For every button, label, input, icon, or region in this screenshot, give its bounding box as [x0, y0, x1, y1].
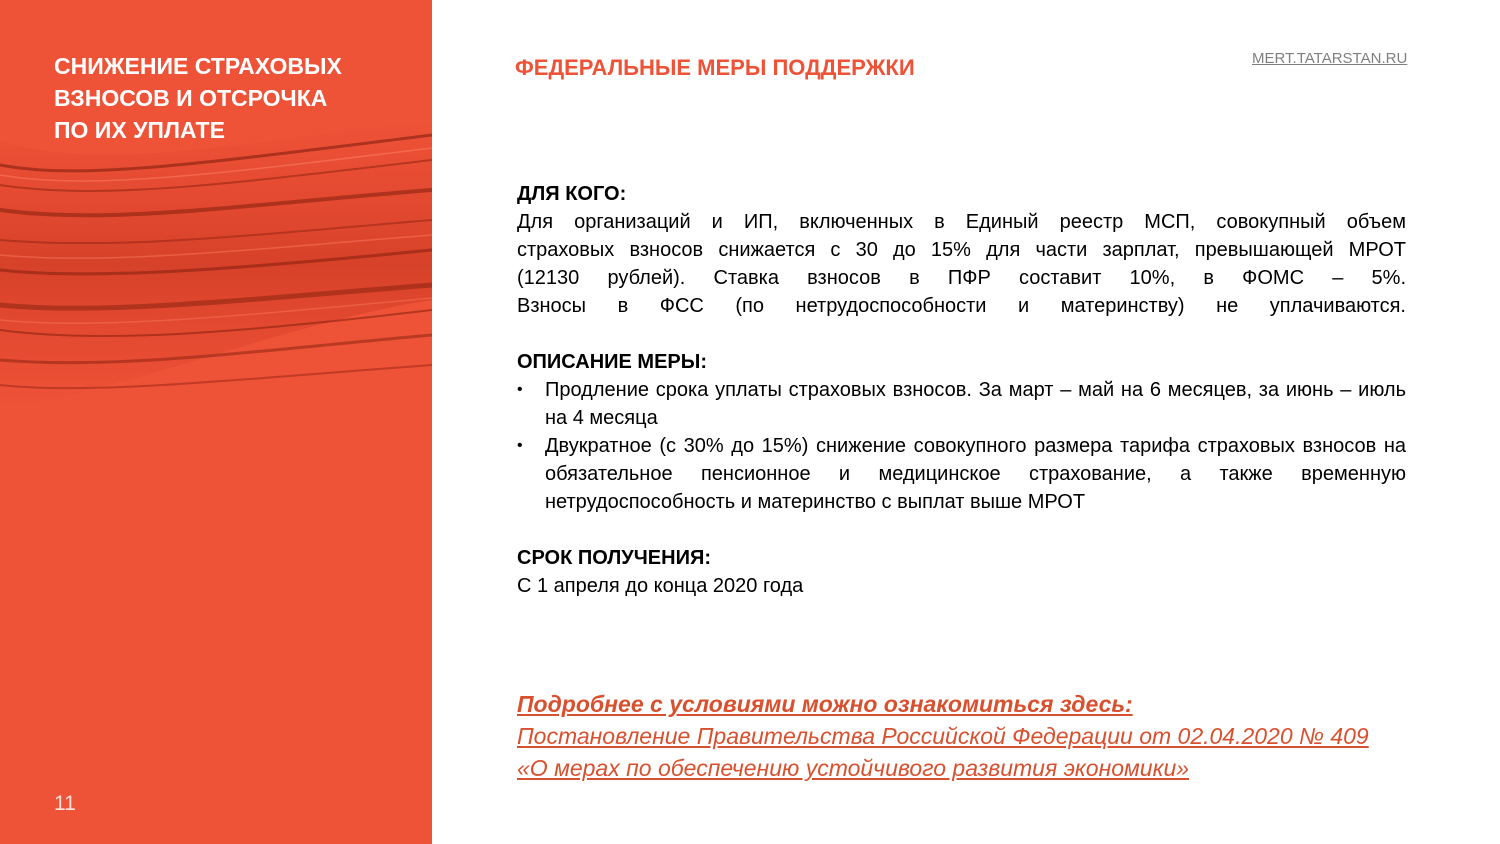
for-whom-line: Взносы в ФСС (по нетрудоспособности и материнству) не уплачиваются. [517, 295, 1406, 317]
page-number: 11 [54, 792, 76, 815]
for-whom-line: страховых взносов снижается с 30 до 15% для части зарплат, превышающей МРОТ [517, 239, 1406, 261]
for-whom-line: (12130 рублей). Ставка взносов в ПФР составит 10%, в ФОМС – 5%. [517, 267, 1406, 289]
for-whom-line: Для организаций и ИП, включенных в Единый реестр МСП, совокупный объем [517, 211, 1406, 233]
measure-list [517, 376, 1406, 516]
content-area [517, 180, 1406, 628]
measure-block [517, 348, 1406, 516]
term-heading: СРОК ПОЛУЧЕНИЯ: [517, 547, 711, 569]
resolution-title-link[interactable]: «О мерах по обеспечению устойчивого развития экономики» [517, 755, 1190, 781]
section-title: ФЕДЕРАЛЬНЫЕ МЕРЫ ПОДДЕРЖКИ [515, 55, 915, 80]
more-info [517, 688, 1477, 784]
measure-bullet: • Продление срока уплаты страховых взносов. За март – май на 6 месяцев, за июнь – июль на 4 месяца [517, 376, 1406, 432]
left-panel [0, 0, 432, 844]
for-whom-heading: ДЛЯ КОГО: [517, 183, 627, 205]
measure-heading: ОПИСАНИЕ МЕРЫ: [517, 351, 707, 373]
term-text: С 1 апреля до конца 2020 года [517, 575, 804, 597]
more-info-title: Подробнее с условиями можно ознакомиться здесь: [517, 691, 1133, 717]
measure-bullet: • Двукратное (с 30% до 15%) снижение совокупного размера тарифа страховых взносов на обязательное пенсионное и медицинское страхование, а также временную нетрудоспособность и материнство с выплат выше МРОТ [517, 432, 1406, 516]
resolution-link[interactable]: Постановление Правительства Российской Федерации от 02.04.2020 № 409 [517, 723, 1369, 749]
slide-title [54, 50, 394, 146]
for-whom-block [517, 180, 1406, 320]
slide-title-line: СНИЖЕНИЕ СТРАХОВЫХ [54, 53, 342, 79]
slide-title-line: ВЗНОСОВ И ОТСРОЧКА [54, 85, 328, 111]
site-link[interactable]: MERT.TATARSTAN.RU [1252, 50, 1408, 67]
term-block [517, 544, 1406, 600]
slide-title-line: ПО ИХ УПЛАТЕ [54, 117, 225, 143]
